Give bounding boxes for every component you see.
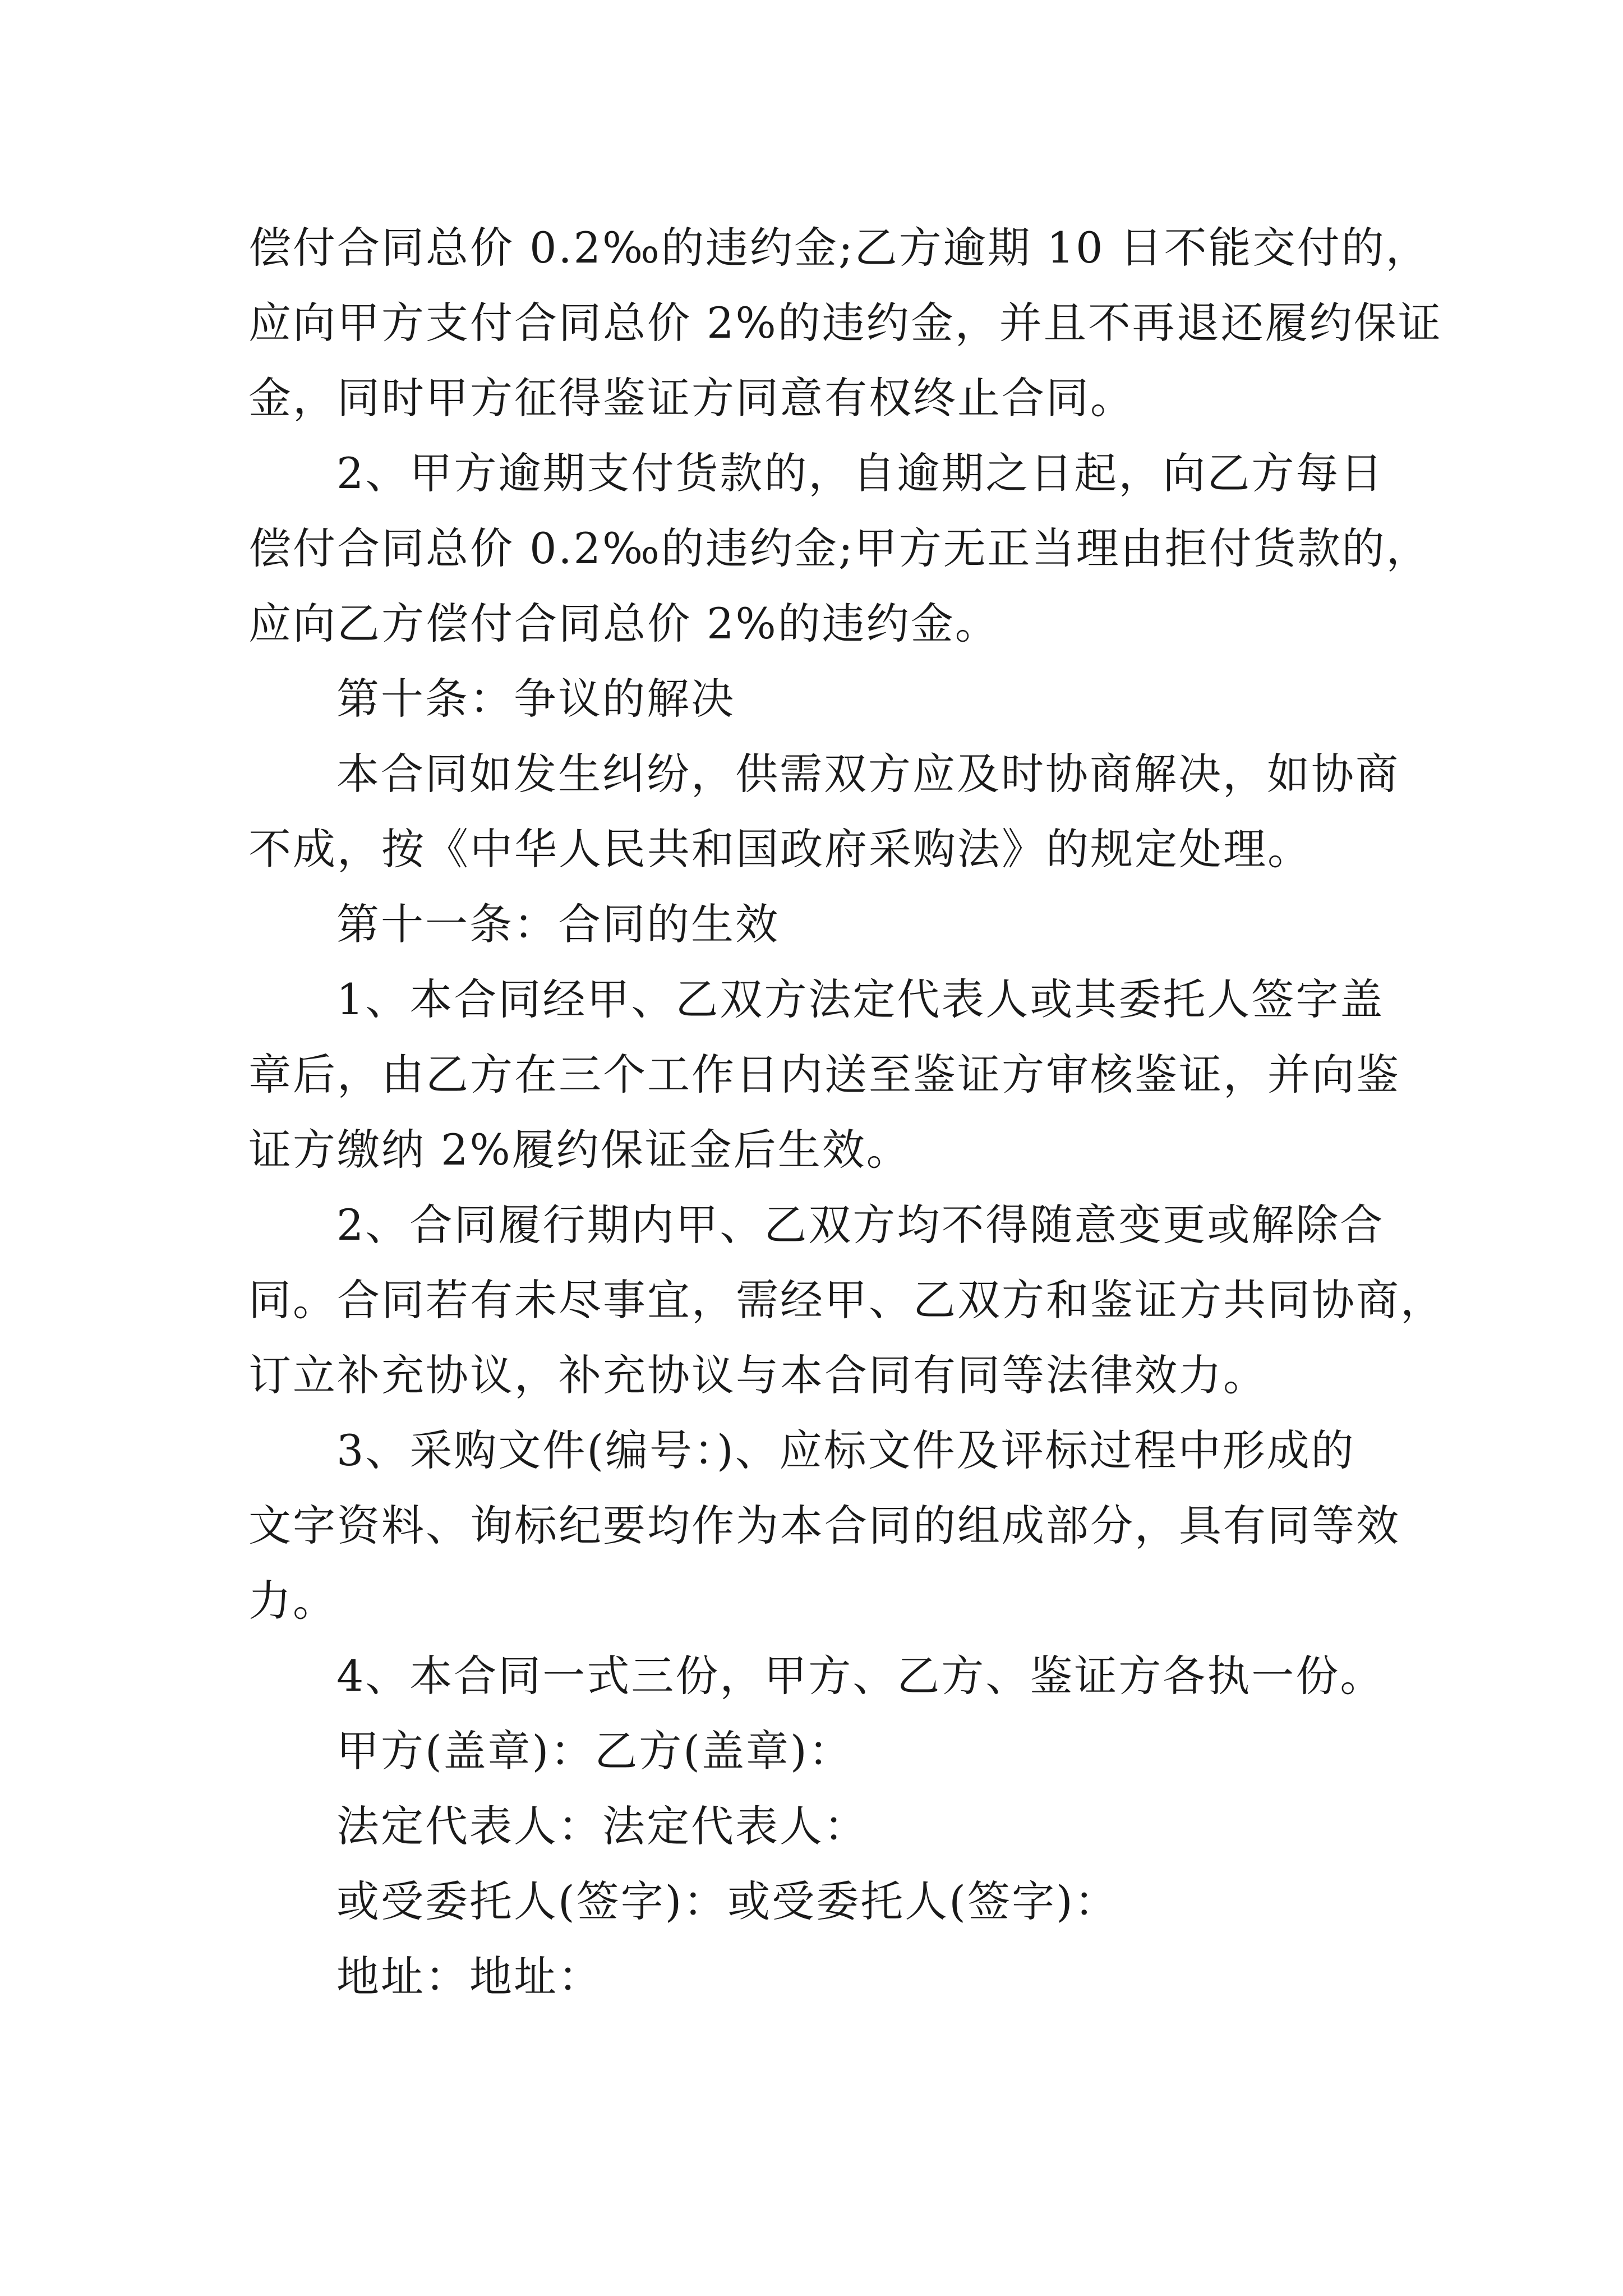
section-heading: 第十条：争议的解决	[336, 674, 735, 724]
text-line: 2、甲方逾期支付货款的，自逾期之日起，向乙方每日	[336, 448, 1385, 498]
text-line: 4、本合同一式三份，甲方、乙方、鉴证方各执一份。	[336, 1651, 1385, 1701]
text-line: 应向甲方支付合同总价 2%的违约金，并且不再退还履约保证	[248, 298, 1442, 348]
text-line: 文字资料、询标纪要均作为本合同的组成部分，具有同等效	[248, 1501, 1400, 1550]
text-line: 应向乙方偿付合同总价 2%的违约金。	[248, 599, 999, 648]
text-line: 偿付合同总价 0.2‰的违约金;乙方逾期 10 日不能交付的，	[248, 223, 1430, 273]
text-line: 1、本合同经甲、乙双方法定代表人或其委托人签字盖	[336, 974, 1385, 1024]
text-line: 章后，由乙方在三个工作日内送至鉴证方审核鉴证，并向鉴	[248, 1050, 1400, 1099]
section-heading: 第十一条：合同的生效	[336, 899, 780, 949]
text-line: 3、采购文件(编号：)、应标文件及评标过程中形成的	[336, 1425, 1355, 1475]
text-line: 力。	[248, 1576, 337, 1626]
signature-field-representative: 法定代表人：法定代表人：	[336, 1801, 868, 1851]
signature-field-address: 地址：地址：	[336, 1952, 602, 2001]
text-line: 证方缴纳 2%履约保证金后生效。	[248, 1125, 911, 1175]
text-line: 金，同时甲方征得鉴证方同意有权终止合同。	[248, 373, 1135, 423]
signature-field-signature: 或受委托人(签字)：或受委托人(签字)：	[336, 1876, 1119, 1926]
text-line: 同。合同若有未尽事宜，需经甲、乙双方和鉴证方共同协商，	[248, 1275, 1445, 1325]
text-line: 偿付合同总价 0.2‰的违约金;甲方无正当理由拒付货款的，	[248, 523, 1431, 573]
text-line: 订立补充协议，补充协议与本合同有同等法律效力。	[248, 1350, 1267, 1400]
signature-field-seal: 甲方(盖章)：乙方(盖章)：	[336, 1726, 853, 1776]
text-line: 2、合同履行期内甲、乙双方均不得随意变更或解除合	[336, 1200, 1385, 1250]
text-line: 不成，按《中华人民共和国政府采购法》的规定处理。	[248, 824, 1312, 874]
text-line: 本合同如发生纠纷，供需双方应及时协商解决，如协商	[336, 749, 1400, 799]
